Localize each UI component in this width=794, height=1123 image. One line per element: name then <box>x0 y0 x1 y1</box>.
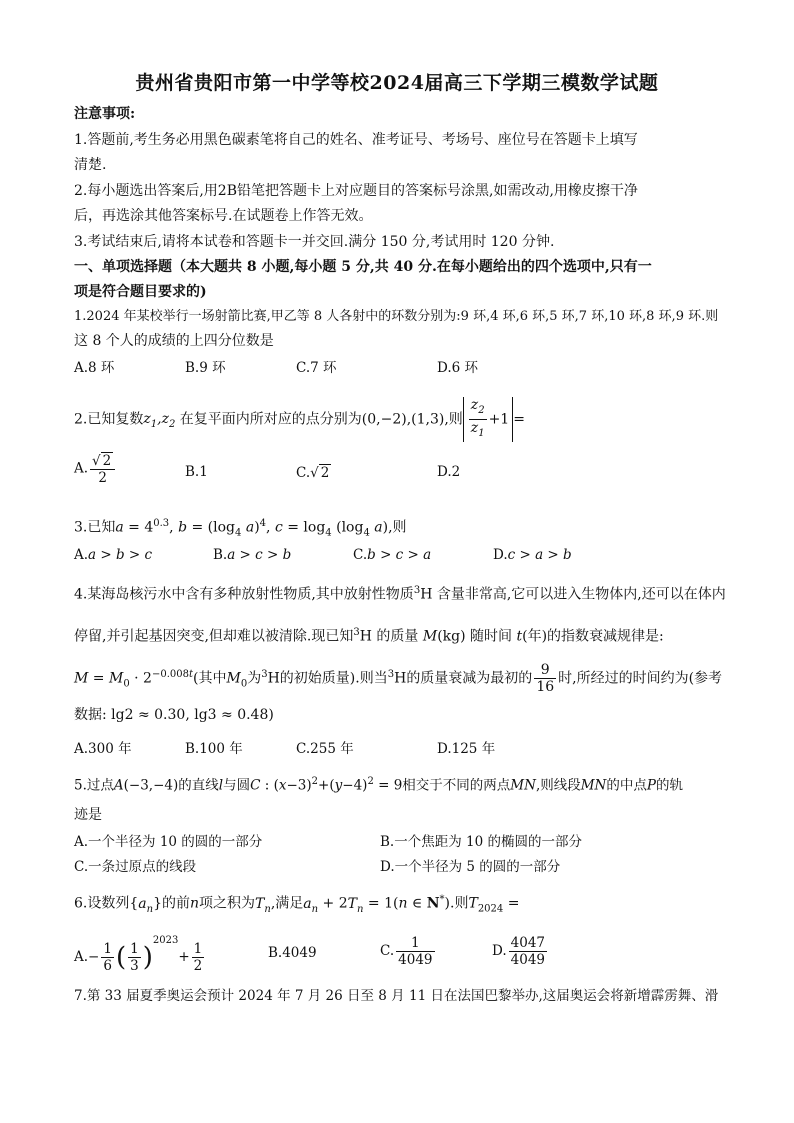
note-2b: 后，再选涂其他答案标号.在试题卷上作答无效。 <box>74 208 373 224</box>
q2-option-c: C.√ 2 <box>296 465 330 481</box>
note-2a: 2.每小题选出答案后,用2B铅笔把答题卡上对应题目的答案标号涂黑,如需改动,用橡皮擦干净 <box>74 183 638 199</box>
q5-option-a: A.一个半径为 10 的圆的一部分 <box>74 834 263 850</box>
q2-option-b: B.1 <box>185 464 208 480</box>
q4-line4: 数据: lg2 ≈ 0.30, lg3 ≈ 0.48) <box>74 707 274 723</box>
q1-option-d: D.6 环 <box>437 360 479 376</box>
q6-stem: 6.设数列$\{a_n\}$的前n项之积为$T_n$,满足$a_n + 2T_n = 1(n$ ∈ N*).则$T_{2024}$ = <box>74 894 520 915</box>
q2-option-a: A. $\frac{√ 2}{2}$ <box>74 452 117 486</box>
q2-option-d: D.2 <box>437 464 461 480</box>
q6-option-a: A.− $\frac{1}{6}$ ( $\frac{1}{3}$ )$^{2023}$+ $\frac{1}{2}$ <box>74 935 203 974</box>
note-1a: 1.答题前,考生务必用黑色碳素笔将自己的姓名、准考证号、考场号、座位号在答题卡上填写 <box>74 132 638 148</box>
q4-line1: 4.某海岛核污水中含有多种放射性物质,其中放射性物质$^3$H 含量非常高,它可以进入生物体内,还可以在体内 <box>74 585 726 603</box>
q3-option-a: A.a > b > c <box>74 547 153 563</box>
q4-option-b: B.100 年 <box>185 741 243 757</box>
q2-mid: 在复平面内所对应的点分别为 <box>179 411 362 428</box>
q2-abs-expression: $\frac{z_2}{z_1}$ +1 <box>463 397 513 442</box>
q1-line1: 1.2024 年某校举行一场射箭比赛,甲乙等 8 人各射中的环数分别为:9 环,4 环,6 环,5 环,7 环,10 环,8 环,9 环.则 <box>74 309 719 324</box>
q3-option-d: D.c > a > b <box>493 547 572 563</box>
q5-line1: 5.过点A(−3,−4)的直线l与圆C : $(x-3)^2+(y-4)^2 = 9$相交于不同的两点MN,则线段MN的中点P的轨 <box>74 776 683 794</box>
note-3: 3.考试结束后,请将本试卷和答题卡一并交回.满分 150 分,考试用时 120 分钟. <box>74 234 555 250</box>
q2-then: ,则 <box>444 411 463 428</box>
q6-option-b: B.4049 <box>268 945 317 961</box>
notes-heading: 注意事项: <box>74 106 136 122</box>
q4-option-d: D.125 年 <box>437 741 496 757</box>
q1-option-a: A.8 环 <box>74 360 115 376</box>
q1-option-b: B.9 环 <box>185 360 226 376</box>
q2-points: (0,−2),(1,3) <box>361 411 445 428</box>
section-heading-line1: 一、单项选择题（本大题共 8 小题,每小题 5 分,共 40 分.在每小题给出的四个选项中,只有一 <box>74 259 652 275</box>
q5-option-c: C.一条过原点的线段 <box>74 859 197 875</box>
q1-option-c: C.7 环 <box>296 360 337 376</box>
note-1b: 清楚. <box>74 157 107 173</box>
page-title: 贵州省贵阳市第一中学等校2024届高三下学期三模数学试题 <box>135 72 659 94</box>
q2-pre: 2.已知复数 <box>74 411 144 428</box>
q4-option-c: C.255 年 <box>296 741 354 757</box>
q4-line2: 停留,并引起基因突变,但却难以被清除.现已知$^3$H 的质量 M(kg) 随时间 t(年)的指数衰减规律是: <box>74 627 664 645</box>
section-heading-line2: 项是符合题目要求的) <box>74 284 207 300</box>
q7-line1: 7.第 33 届夏季奥运会预计 2024 年 7 月 26 日至 8 月 11 日在法国巴黎举办,这届奥运会将新增霹雳舞、滑 <box>74 988 719 1004</box>
q6-option-c: C. $\frac{1}{4049}$ <box>380 935 433 968</box>
q2-stem: 2.已知复数$z_1,z_2$ 在复平面内所对应的点分别为(0,−2),(1,3),则 $\frac{z_2}{z_1}$ +1 = <box>74 397 724 442</box>
q3-option-b: B.a > c > b <box>213 547 292 563</box>
q3-stem: 3.已知$a = 4^{0.3}$, $b = (\log_4$ a)$^4$, $c = \log_4 (\log_4$ a),则 <box>74 518 407 539</box>
q5-option-b: B.一个焦距为 10 的椭圆的一部分 <box>380 834 582 850</box>
q6-option-d: D. $\frac{4047}{4049}$ <box>492 935 545 968</box>
q5-line2: 迹是 <box>74 807 102 823</box>
q4-option-a: A.300 年 <box>74 741 132 757</box>
q3-option-c: C.b > c > a <box>353 547 432 563</box>
q4-line3: $M = M_0 \cdot 2^{-0.008t}$(其中$M_0$为$^3$H的初始质量).则当$^3$H的质量衰减为最初的 $\frac{9}{16}$ 时,所经过的时间约为(参考 <box>74 662 723 695</box>
q5-option-d: D.一个半径为 5 的圆的一部分 <box>380 859 561 875</box>
q1-line2: 这 8 个人的成绩的上四分位数是 <box>74 333 274 349</box>
q2-z1z2: $z_1,z_2$ <box>143 411 176 431</box>
